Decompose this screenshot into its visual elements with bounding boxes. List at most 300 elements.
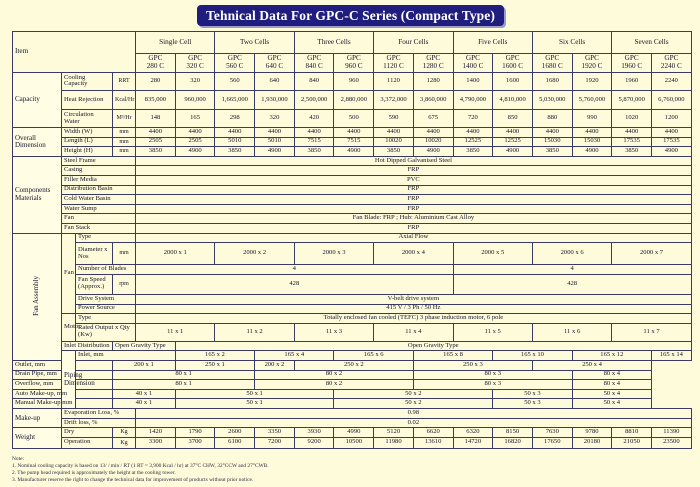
value-cell: 960,000 (175, 90, 215, 109)
value-cell: 1,665,000 (215, 90, 255, 109)
model-number: 960 C (345, 61, 363, 70)
table-row (13, 175, 692, 185)
value-cell: 3850 (374, 147, 414, 157)
value-cell: 640 (255, 73, 295, 91)
value-cell: 4900 (175, 147, 215, 157)
notes (12, 456, 692, 484)
value-cell: 8810 (612, 428, 652, 438)
value-cell: 11 x 1 (136, 323, 215, 341)
value-cell: 840 (294, 73, 334, 91)
value-cell: 4400 (255, 127, 295, 137)
value-cell: 165 x 10 (493, 351, 572, 361)
model-series: GPC (426, 54, 441, 63)
value-cell: 250 x 1 (175, 361, 254, 371)
table-row (13, 233, 692, 243)
model-series: GPC (307, 54, 322, 63)
model-number: 2240 C (660, 61, 682, 70)
value-cell: 4400 (612, 127, 652, 137)
row-label: Diameter x Nos (76, 243, 113, 265)
value-cell: 4400 (453, 127, 493, 137)
model-number: 560 C (226, 61, 244, 70)
value-cell: 40 x 1 (113, 399, 176, 409)
value-cell: 11 x 2 (215, 323, 294, 341)
value-cell: PVC (136, 175, 692, 185)
value-cell: 5,760,000 (572, 90, 612, 109)
value-cell: 3850 (136, 147, 176, 157)
table-row (13, 351, 692, 361)
value-cell: 250 x 3 (413, 361, 532, 371)
value-cell: 11 x 5 (453, 323, 532, 341)
value-cell: 250 x 2 (294, 361, 413, 371)
value-cell: 50 x 1 (175, 389, 334, 399)
model-series: GPC (267, 54, 282, 63)
unit-label: mm (113, 137, 136, 147)
value-cell: 200 x 2 (255, 361, 295, 371)
group-weight: Weight (13, 428, 62, 449)
table-row (13, 323, 692, 341)
table-row (13, 224, 692, 234)
model-name (255, 53, 295, 72)
value-cell: 1420 (136, 428, 176, 438)
value-cell: 850 (493, 110, 533, 128)
table-row (13, 32, 692, 54)
row-label: Manual Make-up mm (13, 399, 113, 409)
model-number: 320 C (186, 61, 204, 70)
value-cell: 10020 (413, 137, 453, 147)
row-label: Evaporation Loss, % (62, 409, 136, 419)
value-cell: 50 x 3 (493, 389, 572, 399)
value-cell: 16820 (493, 437, 533, 448)
value-cell: 17535 (612, 137, 652, 147)
value-cell: Hot Dipped Galvanised Steel (136, 156, 692, 166)
value-cell: 21050 (612, 437, 652, 448)
value-cell: 8150 (493, 428, 533, 438)
value-cell: 1920 (572, 73, 612, 91)
group-components: Components Materials (13, 156, 62, 233)
model-series: GPC (584, 54, 599, 63)
value-cell: 3850 (612, 147, 652, 157)
value-cell: 80 x 2 (255, 380, 414, 390)
value-cell: FRP (136, 195, 692, 205)
row-label: Fan (62, 214, 136, 224)
header-group: Four Cells (374, 32, 453, 54)
row-label: Fan Speed (Approx.) (76, 274, 113, 294)
row-label: Cold Water Basin (62, 195, 136, 205)
value-cell: 4,790,000 (453, 90, 493, 109)
value-cell: 4400 (652, 127, 692, 137)
value-cell: 15030 (532, 137, 572, 147)
value-cell: 428 (136, 274, 454, 294)
value-cell: 4,810,000 (493, 90, 533, 109)
value-cell: 11 x 6 (532, 323, 611, 341)
value-cell: 148 (136, 110, 176, 128)
value-cell: 1120 (374, 73, 414, 91)
value-cell: 2,500,000 (294, 90, 334, 109)
value-cell: 165 x 12 (572, 351, 651, 361)
row-label: Length (L) (62, 137, 113, 147)
spec-table (12, 31, 692, 449)
value-cell: 2505 (175, 137, 215, 147)
model-number: 280 C (146, 61, 165, 70)
value-cell: FRP (136, 224, 692, 234)
value-cell: 80 x 1 (113, 380, 255, 390)
value-cell: 5010 (255, 137, 295, 147)
value-cell: 2505 (136, 137, 176, 147)
model-number: 1920 C (581, 61, 603, 70)
value-cell: 4400 (215, 127, 255, 137)
model-name (413, 53, 453, 72)
group-capacity: Capacity (13, 73, 62, 128)
row-label: Water Sump (62, 204, 136, 214)
model-number: 1280 C (422, 61, 444, 70)
value-cell: 10020 (374, 137, 414, 147)
model-series: GPC (346, 54, 361, 63)
row-label: Cooling Capacity (62, 73, 113, 91)
value-cell: 1,930,000 (255, 90, 295, 109)
value-cell: 4400 (374, 127, 414, 137)
model-name (652, 53, 692, 72)
model-number: 1600 C (502, 61, 524, 70)
value-cell: Open Gravity Type (175, 341, 691, 351)
value-cell: 2000 x 5 (453, 243, 532, 265)
value-cell: 3350 (255, 428, 295, 438)
value-cell: 250 x 4 (532, 361, 651, 371)
row-label: Width (W) (62, 127, 113, 137)
group-dimension: Overall Dimension (13, 127, 62, 156)
note-line: 3. Manufacturer reserve the right to change the technical data for improvement of products without prior notice. (12, 477, 254, 483)
value-cell: 9780 (572, 428, 612, 438)
value-cell: 1680 (532, 73, 572, 91)
unit-label: mm (113, 127, 136, 137)
value-cell: 2000 x 1 (136, 243, 215, 265)
model-number: 1400 C (462, 61, 484, 70)
value-cell: 80 x 1 (113, 370, 255, 380)
table-row (13, 341, 692, 351)
value-cell: Totally enclosed fan cooled (TEFC) 3 phase induction motor, 6 pole (136, 314, 692, 324)
value-cell: 320 (175, 73, 215, 91)
value-cell: 50 x 3 (493, 399, 572, 409)
group-inlet: Inlet Distribution (62, 341, 113, 351)
row-label: Power Source (76, 304, 136, 314)
value-cell: 835,000 (136, 90, 176, 109)
value-cell: 7200 (255, 437, 295, 448)
model-name (572, 53, 612, 72)
unit-label: RRT (113, 73, 136, 91)
row-label: Rated Output x Qty (Kw) (76, 323, 136, 341)
value-cell: 80 x 3 (413, 380, 572, 390)
unit-label: mm (113, 243, 136, 265)
value-cell: 80 x 3 (413, 370, 572, 380)
value-cell: 3850 (294, 147, 334, 157)
value-cell: 0.02 (136, 418, 692, 428)
value-cell: 4900 (255, 147, 295, 157)
model-name (612, 53, 652, 72)
value-cell: 4400 (493, 127, 533, 137)
row-label: Drive System (76, 294, 136, 304)
value-cell: 3,860,000 (413, 90, 453, 109)
table-row (13, 185, 692, 195)
model-name (493, 53, 533, 72)
value-cell: 960 (334, 73, 374, 91)
value-cell: 10500 (334, 437, 374, 448)
value-cell: 3930 (294, 428, 334, 438)
value-cell: 50 x 1 (175, 399, 334, 409)
unit-label: Kg (113, 437, 136, 448)
value-cell: 4900 (652, 147, 692, 157)
row-label: Number of Blades (76, 264, 136, 274)
table-row (13, 380, 692, 390)
table-row (13, 314, 692, 324)
value-cell: 1790 (175, 428, 215, 438)
value-cell: 1200 (652, 110, 692, 128)
value-cell: 880 (532, 110, 572, 128)
table-row (13, 127, 692, 137)
row-label: Height (H) (62, 147, 113, 157)
unit-label: mm (113, 147, 136, 157)
note-line: 1. Nominal cooling capacity is based on 13/ / min / RT (1 RT = 3,900 Kcal / hr) at 37°C CHW, 32°CCW and 27°CWB. (12, 463, 269, 469)
model-name (334, 53, 374, 72)
table-row (13, 409, 692, 419)
row-label: Casing (62, 166, 136, 176)
row-label: Heat Rejection (62, 90, 113, 109)
page-title: Tehnical Data For GPC-C Series (Compact Type) (197, 5, 504, 26)
model-series: GPC (227, 54, 242, 63)
value-cell: 2000 x 4 (374, 243, 453, 265)
value-cell: 165 x 8 (413, 351, 492, 361)
model-name (136, 53, 176, 72)
value-cell: 990 (572, 110, 612, 128)
value-cell: 4900 (334, 147, 374, 157)
value-cell: 20180 (572, 437, 612, 448)
value-cell: 40 x 1 (113, 389, 176, 399)
value-cell: 11 x 3 (294, 323, 373, 341)
value-cell: V-belt drive system (136, 294, 692, 304)
value-cell: 23500 (652, 437, 692, 448)
value-cell: 675 (413, 110, 453, 128)
header-group: Three Cells (294, 32, 373, 54)
table-row (13, 214, 692, 224)
value-cell: 298 (215, 110, 255, 128)
value-cell: 2240 (652, 73, 692, 91)
header-group: Two Cells (215, 32, 294, 54)
value-cell: 1600 (493, 73, 533, 91)
value-cell: 50 x 2 (334, 399, 493, 409)
value-cell: 3300 (136, 437, 176, 448)
model-series: GPC (505, 54, 520, 63)
table-row (13, 243, 692, 265)
row-label: Auto Make-up, mm (13, 389, 113, 399)
value-cell: 4400 (334, 127, 374, 137)
value-cell: 17535 (652, 137, 692, 147)
header-group: Single Cell (136, 32, 215, 54)
value-cell: 11 x 7 (612, 323, 691, 341)
value-cell: 7630 (532, 428, 572, 438)
value-cell: 6100 (215, 437, 255, 448)
value-cell: 80 x 4 (572, 370, 651, 380)
value-cell: 4400 (294, 127, 334, 137)
value-cell: 200 x 1 (113, 361, 176, 371)
value-cell: 1280 (413, 73, 453, 91)
motor-label: Motor (62, 314, 76, 342)
fan-label: Fan (62, 233, 76, 314)
value-cell: Fan Blade: FRP ; Hub: Aluminium Cast Alloy (136, 214, 692, 224)
group-fan-assembly-text: Fan Assembly (32, 275, 41, 316)
value-cell: 15030 (572, 137, 612, 147)
row-label: Drain Pipe, mm (13, 370, 113, 380)
table-row (13, 110, 692, 128)
value-cell: 4900 (413, 147, 453, 157)
note-line: 2. The pump head required is approximately the height at the cooling tower. (12, 470, 176, 476)
table-row (13, 264, 692, 274)
value-cell: 12525 (493, 137, 533, 147)
value-cell: 12525 (453, 137, 493, 147)
model-series: GPC (545, 54, 560, 63)
value-cell: 7515 (334, 137, 374, 147)
value-cell: 4400 (136, 127, 176, 137)
value-cell: 3850 (453, 147, 493, 157)
value-cell: 4400 (413, 127, 453, 137)
row-label: Dry (62, 428, 113, 438)
model-name (453, 53, 493, 72)
model-number: 640 C (265, 61, 284, 70)
value-cell: 428 (453, 274, 691, 294)
value-cell: 590 (374, 110, 414, 128)
value-cell: FRP (136, 185, 692, 195)
unit-label: Kg (113, 428, 136, 438)
value-cell: 9200 (294, 437, 334, 448)
table-row (13, 361, 692, 371)
table-row (13, 137, 692, 147)
value-cell: 80 x 2 (255, 370, 414, 380)
group-fan-assembly (13, 233, 62, 360)
value-cell: 2000 x 6 (532, 243, 611, 265)
header-item: Item (13, 32, 136, 73)
value-cell: 165 (175, 110, 215, 128)
unit-label: Kcal/Hr (113, 90, 136, 109)
value-cell: 165 x 6 (334, 351, 413, 361)
table-row (13, 73, 692, 91)
model-name (532, 53, 572, 72)
value-cell: FRP (136, 166, 692, 176)
model-name (294, 53, 334, 72)
value-cell: 13610 (413, 437, 453, 448)
value-cell: 4400 (175, 127, 215, 137)
value-cell: 11 x 4 (374, 323, 453, 341)
model-series: GPC (664, 54, 679, 63)
row-label: Steel Frame (62, 156, 136, 166)
table-row (13, 389, 692, 399)
value-cell: 2,880,000 (334, 90, 374, 109)
group-makeup: Make-up (13, 409, 62, 428)
model-series: GPC (624, 54, 639, 63)
value-cell: 5120 (374, 428, 414, 438)
notes-heading: Note: (12, 456, 24, 462)
row-label: Type (76, 233, 136, 243)
value-cell: 50 x 4 (572, 389, 651, 399)
table-row (13, 204, 692, 214)
value-cell: 1020 (612, 110, 652, 128)
value-cell: 4 (136, 264, 454, 274)
table-row (13, 437, 692, 448)
value-cell: 1960 (612, 73, 652, 91)
table-row (13, 370, 692, 380)
value-cell: 1400 (453, 73, 493, 91)
table-row (13, 156, 692, 166)
row-label: Inlet, mm (76, 351, 176, 361)
unit-label: rpm (113, 274, 136, 294)
table-row (13, 195, 692, 205)
table-row (13, 418, 692, 428)
value-cell: 2000 x 2 (215, 243, 294, 265)
value-cell: 2000 x 7 (612, 243, 691, 265)
row-label: Type (76, 314, 136, 324)
row-label: Drift loss, % (62, 418, 136, 428)
table-row (13, 428, 692, 438)
model-number: 1120 C (383, 61, 404, 70)
value-cell: 11980 (374, 437, 414, 448)
value-cell: 560 (215, 73, 255, 91)
value-cell: 3850 (532, 147, 572, 157)
value-cell: 4400 (572, 127, 612, 137)
value-cell: 50 x 2 (334, 389, 493, 399)
model-series: GPC (386, 54, 401, 63)
value-cell: 165 x 2 (175, 351, 254, 361)
value-cell: 11390 (652, 428, 692, 438)
header-group: Five Cells (453, 32, 532, 54)
value-cell: 7515 (294, 137, 334, 147)
value-cell: 5,030,000 (532, 90, 572, 109)
value-cell: 165 x 14 (652, 351, 692, 361)
row-label: Fan Stack (62, 224, 136, 234)
value-cell: 0.98 (136, 409, 692, 419)
value-cell: 5010 (215, 137, 255, 147)
header-group: Seven Cells (612, 32, 691, 54)
spec-table-body (13, 32, 692, 449)
value-cell: 4900 (493, 147, 533, 157)
value-cell: 4990 (334, 428, 374, 438)
value-cell: 500 (334, 110, 374, 128)
model-number: 1960 C (621, 61, 643, 70)
value-cell: 4400 (532, 127, 572, 137)
model-name (175, 53, 215, 72)
value-cell: 420 (294, 110, 334, 128)
value-cell: 17650 (532, 437, 572, 448)
value-cell: 6620 (413, 428, 453, 438)
model-series: GPC (465, 54, 480, 63)
value-cell: 3850 (215, 147, 255, 157)
value-cell: 320 (255, 110, 295, 128)
unit-label: M³/Hr (113, 110, 136, 128)
row-label: Distribution Basin (62, 185, 136, 195)
model-series: GPC (188, 54, 203, 63)
value-cell: FRP (136, 204, 692, 214)
value-cell: 280 (136, 73, 176, 91)
table-row (13, 399, 692, 409)
value-cell: 4 (453, 264, 691, 274)
value-cell: 50 x 4 (572, 399, 651, 409)
model-name (215, 53, 255, 72)
group-piping: Piping Dimension (62, 351, 76, 409)
model-number: 840 C (305, 61, 323, 70)
value-cell: 14720 (453, 437, 493, 448)
value-cell: 80 x 4 (572, 380, 651, 390)
row-label: Overflow, mm (13, 380, 113, 390)
value-cell: 2000 x 3 (294, 243, 373, 265)
row-label: Operation (62, 437, 113, 448)
table-row (13, 274, 692, 294)
header-group: Six Cells (532, 32, 611, 54)
model-name (374, 53, 414, 72)
